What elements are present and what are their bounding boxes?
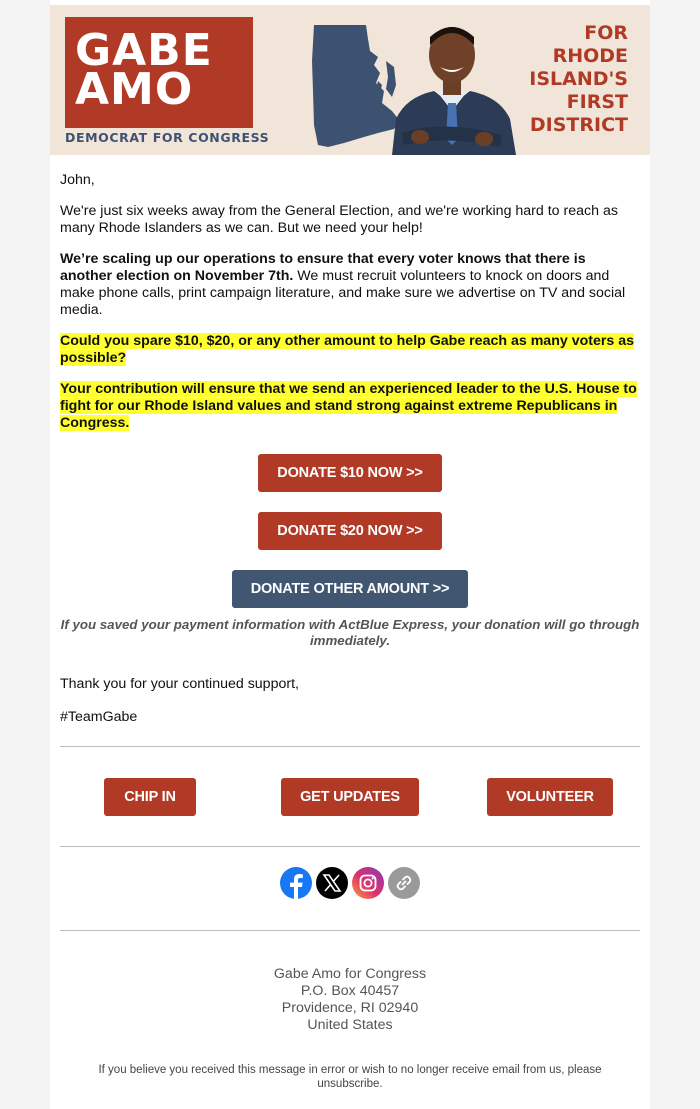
divider [60,846,640,847]
paragraph-ask [60,333,638,367]
divider [60,930,640,931]
paragraph-intro: We're just six weeks away from the General Election, and we're working hard to reach as many Rhode Islanders as we can. But we need your help! [60,203,618,236]
divider [60,746,640,747]
logo-subtitle: DEMOCRAT FOR CONGRESS [65,130,270,145]
paragraph-operations [60,251,638,319]
paragraph-contribution [60,381,638,432]
get-updates-button[interactable]: GET UPDATES [281,778,419,816]
greeting: John, [60,172,95,188]
candidate-photo [382,11,522,155]
address-po-box: P.O. Box 40457 [300,983,400,999]
closing-hashtag: #TeamGabe [60,709,138,725]
unsubscribe-text: If you believe you received this message in error or wish to no longer receive email from us, please [98,1064,602,1076]
instagram-icon[interactable] [352,867,384,899]
address-country: United States [307,1017,393,1033]
mailing-address [50,966,650,1034]
email-body [50,0,650,1109]
link-icon[interactable] [388,867,420,899]
facebook-icon[interactable] [280,867,312,899]
address-city: Providence, RI 02940 [281,1000,419,1016]
link-glyph [394,873,414,893]
paragraph-operations-rest: We must recruit volunteers to knock on doors and make phone calls, print campaign literature, and make sure we advertise on TV and social media. [60,268,626,318]
logo-name: GABE AMO [75,25,213,115]
volunteer-button[interactable]: VOLUNTEER [487,778,613,816]
actblue-note: If you saved your payment information with ActBlue Express, your donation will go through immediately. [60,617,640,648]
header-banner [50,5,650,155]
unsubscribe-notice [80,1063,620,1091]
donate-10-button[interactable]: DONATE $10 NOW >> [258,454,442,492]
donate-20-button[interactable]: DONATE $20 NOW >> [258,512,442,550]
facebook-glyph [280,867,312,899]
message-content [60,172,638,446]
paragraph-operations-bold: We’re scaling up our operations to ensure that every voter knows that there is another election on November 7th. [60,251,586,284]
instagram-glyph [358,873,378,893]
tagline: FOR RHODE ISLAND'S FIRST DISTRICT [529,22,628,136]
x-icon[interactable] [316,867,348,899]
closing-thanks: Thank you for your continued support, [60,676,299,692]
donate-other-button[interactable]: DONATE OTHER AMOUNT >> [232,570,468,608]
highlight-ask: Could you spare $10, $20, or any other amount to help Gabe reach as many voters as possible? [60,333,634,366]
x-glyph [322,873,342,893]
unsubscribe-link[interactable]: unsubscribe. [317,1078,383,1090]
highlight-contribution: Your contribution will ensure that we send an experienced leader to the U.S. House to fight for our Rhode Island values and stand strong against extreme Republicans in Congress. [60,381,637,431]
logo [65,17,253,128]
address-org: Gabe Amo for Congress [273,966,427,982]
chip-in-button[interactable]: CHIP IN [104,778,196,816]
